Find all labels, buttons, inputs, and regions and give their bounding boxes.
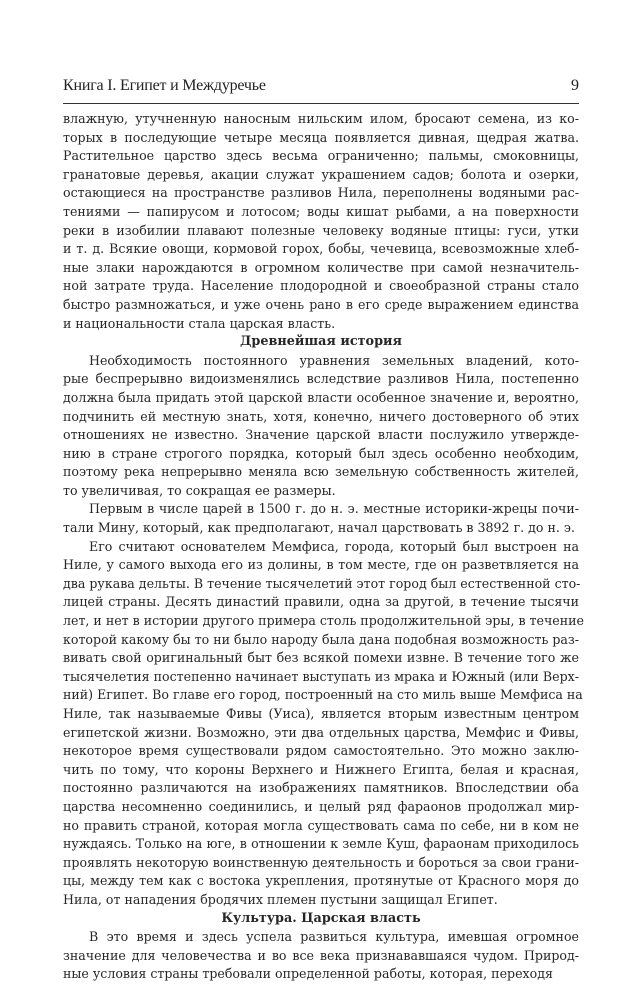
text-line: остающиеся на пространстве разливов Нила, переполнены водяными рас- — [63, 185, 579, 201]
text-line: В это время и здесь успела развиться культура, имевшая огромное — [89, 929, 579, 945]
text-line: вивать свой оригинальный быт без всякой помехи извне. В течение того же — [63, 650, 579, 666]
text-line: значение для человечества и во все века признававшаяся чудом. Природ- — [63, 947, 579, 963]
page-number: 9 — [571, 77, 579, 94]
section-heading: Древнейшая история — [240, 334, 402, 350]
text-line: цы, между тем как с востока укрепления, протянутые от Красного моря до — [63, 873, 579, 889]
text-line: ные условия страны требовали определенной работы, которая, переходя — [63, 966, 553, 982]
text-line: Первым в числе царей в 1500 г. до н. э. местные историки-жрецы почи- — [89, 501, 579, 517]
text-line: но править страной, которая могла существовать сама по себе, ни в ком не — [63, 817, 579, 833]
text-line: некоторое время существовали рядом самостоятельно. Это можно заклю- — [63, 743, 579, 759]
text-line: быстро размножаться, и уже очень рано в его среде выражением единства — [63, 296, 579, 312]
text-line: лет, и нет в истории другого примера столь продолжительной эры, в течение — [63, 613, 584, 629]
text-line: Нила, от нападения бродячих племен пустыни защищал Египет. — [63, 891, 498, 907]
text-line: торых в последующие четыре месяца появляется дивная, щедрая жатва. — [63, 129, 579, 145]
paragraph — [63, 352, 579, 501]
text-line: египетской жизни. Возможно, эти два отдельных царства, Мемфис и Фивы, — [63, 724, 579, 740]
text-line: проявлять некоторую воинственную деятельность и бороться за свои грани- — [63, 854, 579, 870]
text-line: которой какому бы то ни было народу была дана подобная возможность раз- — [63, 631, 580, 647]
text-line: ной затрате труда. Население плодородной и своеобразной страны стало — [63, 278, 579, 294]
text-line: Растительное царство здесь весьма ограниченно; пальмы, смоковницы, — [63, 148, 579, 164]
running-header — [63, 70, 579, 100]
text-line: отношениях не известно. Значение царской власти послужило утвержде- — [63, 427, 579, 443]
text-line: Его считают основателем Мемфиса, города, который был выстроен на — [89, 538, 579, 554]
text-line: тысячелетия постепенно начинает выступать из мрака и Южный (или Верх- — [63, 668, 579, 684]
running-title: Книга I. Египет и Междуречье — [63, 77, 266, 94]
text-line: тали Мину, который, как предполагают, начал царствовать в 3892 г. до н. э. — [63, 520, 575, 536]
text-line: реки в изобилии плавают полезные человеку водяные птицы: гуси, утки — [63, 222, 579, 238]
paragraph — [63, 110, 579, 333]
text-line: подчинить ей местную знать, хотя, конечно, ничего достоверного об этих — [63, 408, 579, 424]
text-line: Необходимость постоянного уравнения земельных владений, кото- — [89, 352, 579, 368]
paragraph — [63, 928, 579, 984]
text-line: тениями — папирусом и лотосом; воды кишат рыбами, а на поверхности — [63, 203, 579, 219]
text-line: Ниле, у самого выхода его из долины, в том месте, где он разветвляется на — [63, 557, 579, 573]
text-line: ний) Египет. Во главе его город, построенный на сто миль выше Мемфиса на — [63, 687, 583, 703]
text-line: Ниле, так называемые Фивы (Уиса), является вторым известным центром — [63, 706, 579, 721]
book-page — [63, 70, 584, 984]
text-line: чить по тому, что короны Верхнего и Нижнего Египта, белая и красная, — [63, 761, 579, 777]
text-line: должна была придать этой царской власти особенное значение и, вероятно, — [63, 389, 579, 405]
paragraph — [63, 538, 584, 910]
paragraph — [63, 500, 579, 537]
text-line: два рукава дельты. В течение тысячелетий этот город был естественной сто- — [63, 575, 581, 591]
text-line: лицей страны. Десять династий правили, одна за другой, в течение тысячи — [63, 594, 579, 610]
text-line: и т. д. Всякие овощи, кормовой горох, бобы, чечевица, всевозможные хлеб- — [63, 241, 579, 257]
text-line: поэтому река непрерывно меняла всю земельную собственность жителей, — [63, 464, 579, 480]
text-line: постоянно различаются на изображениях памятников. Впоследствии оба — [63, 780, 579, 796]
text-line: нию в стране строгого порядка, который был здесь особенно необходим, — [63, 445, 579, 461]
text-line: царства несомненно соединились, и целый ряд фараонов продолжал мир- — [63, 798, 579, 814]
header-rule — [63, 103, 579, 104]
text-line: влажную, утучненную наносным нильским илом, бросают семена, из ко- — [63, 111, 579, 126]
text-line: и национальности стала царская власть. — [63, 315, 336, 331]
text-line: нуждаясь. Только на юге, в отношении к земле Куш, фараонам приходилось — [63, 836, 579, 852]
page-body-text — [63, 110, 584, 984]
text-line: рые беспрерывно видоизменялись вследствие разливов Нила, постепенно — [63, 371, 579, 387]
section-heading: Культура. Царская власть — [221, 910, 421, 926]
text-line: ные злаки нарождаются в огромном количестве при самой незначитель- — [63, 259, 579, 275]
text-line: гранатовые деревья, акации служат украшением садов; болота и озерки, — [63, 166, 579, 182]
text-line: то увеличивая, то сокращая ее размеры. — [63, 482, 336, 498]
